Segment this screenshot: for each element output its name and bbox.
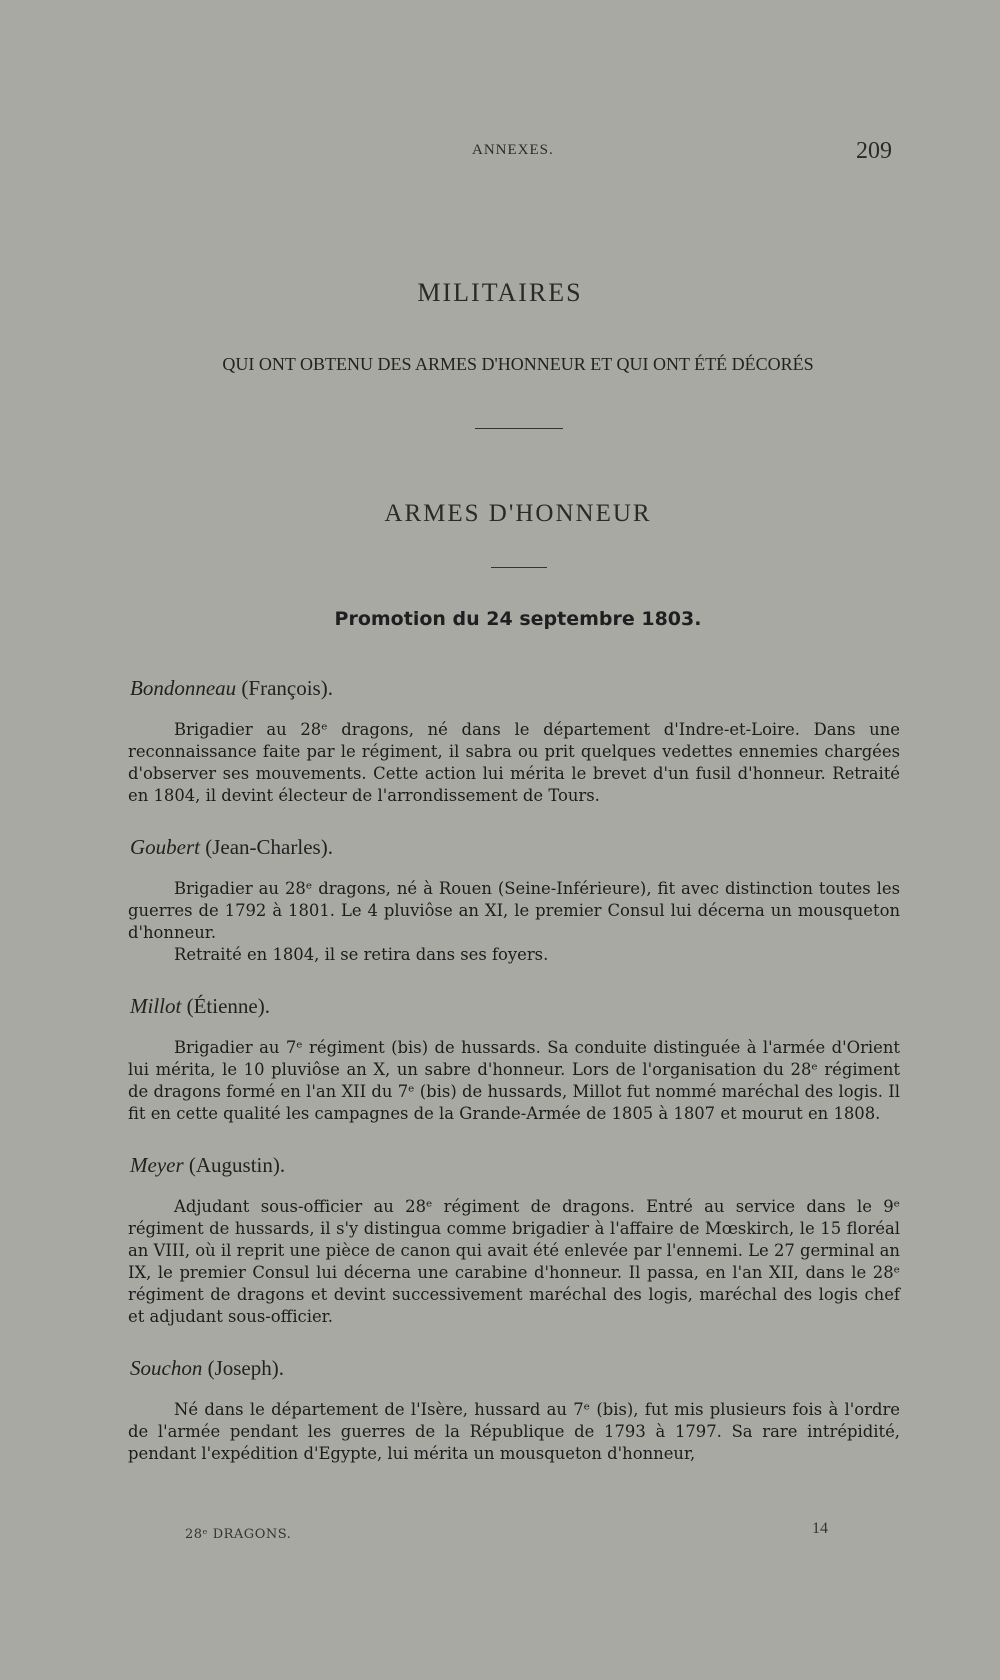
entry-text xyxy=(128,878,900,966)
entry-paragraph: Adjudant sous-officier au 28ᵉ régiment de dragons. Entré au service dans le 9ᵉ régiment de hussards, il s'y distingua comme brigadier à l'affaire de Mœskirch, le 15 floréal an VIII, où il reprit une pièce de canon qui avait été enlevée par l'ennemi. Le 27 germinal an IX, le premier Consul lui décerna une carabine d'honneur. Il passa, en l'an XII, dans le 28ᵉ régiment de dragons et devint successivement maréchal des logis, maréchal des logis chef et adjudant sous-officier. xyxy=(128,1197,900,1326)
divider-rule xyxy=(475,428,563,429)
running-title: ANNEXES. xyxy=(472,142,554,158)
entry-given-name: (Augustin). xyxy=(188,1153,286,1177)
section-title: ARMES D'HONNEUR xyxy=(384,500,652,527)
entry-text xyxy=(128,719,900,807)
entry-text xyxy=(128,1037,900,1125)
entry xyxy=(128,1356,900,1465)
document-subtitle: QUI ONT OBTENU DES ARMES D'HONNEUR ET QUI ONT ÉTÉ DÉCORÉS xyxy=(222,354,814,374)
page-number: 209 xyxy=(856,138,892,164)
entry-text xyxy=(128,1196,900,1328)
entry-paragraph: Brigadier au 7ᵉ régiment (bis) de hussards. Sa conduite distinguée à l'armée d'Orient lui mérita, le 10 pluviôse an X, un sabre d'honneur. Lors de l'organisation du 28ᵉ régiment de dragons formé en l'an XII du 7ᵉ (bis) de hussards, Millot fut nommé maréchal des logis. Il fit en cette qualité les campagnes de la Grande-Armée de 1805 à 1807 et mourut en 1808. xyxy=(128,1038,900,1123)
entry-name xyxy=(130,1356,900,1381)
entry-surname: Souchon xyxy=(130,1356,203,1380)
entry xyxy=(128,676,900,807)
divider-rule xyxy=(491,567,547,568)
running-head xyxy=(0,138,1000,168)
entry xyxy=(128,835,900,966)
entry-surname: Millot xyxy=(130,994,182,1018)
entry-text xyxy=(128,1399,900,1465)
entry-name xyxy=(130,994,900,1019)
entry-surname: Goubert xyxy=(130,835,200,859)
entry-paragraph: Brigadier au 28ᵉ dragons, né à Rouen (Seine-Inférieure), fit avec distinction toutes les guerres de 1792 à 1801. Le 4 pluviôse an XI, le premier Consul lui décerna un mousqueton d'honneur. xyxy=(128,879,900,942)
entry-given-name: (Jean-Charles). xyxy=(205,835,333,859)
entry-surname: Meyer xyxy=(130,1153,184,1177)
entry-paragraph: Né dans le département de l'Isère, hussard au 7ᵉ (bis), fut mis plusieurs fois à l'ordre de l'armée pendant les guerres de la République de 1793 à 1797. Sa rare intrépidité, pendant l'expédition d'Egypte, lui mérita un mousqueton d'honneur, xyxy=(128,1400,900,1463)
footer-sheet-number: 14 xyxy=(812,1520,828,1537)
entry-given-name: (Étienne). xyxy=(186,994,270,1018)
footer-signature: 28ᵉ DRAGONS. xyxy=(185,1527,292,1542)
entry xyxy=(128,994,900,1125)
entry-name xyxy=(130,835,900,860)
promotion-heading: Promotion du 24 septembre 1803. xyxy=(334,608,702,630)
entry-given-name: (François). xyxy=(241,676,333,700)
entry-paragraph: Brigadier au 28ᵉ dragons, né dans le département d'Indre-et-Loire. Dans une reconnaissance faite par le régiment, il sabra ou prit quelques vedettes ennemies chargées d'observer ses mouvements. Cette action lui mérita le brevet d'un fusil d'honneur. Retraité en 1804, il devint électeur de l'arrondissement de Tours. xyxy=(128,720,900,805)
entry-name xyxy=(130,676,900,701)
entry-surname: Bondonneau xyxy=(130,676,237,700)
entry-name xyxy=(130,1153,900,1178)
entry-paragraph: Retraité en 1804, il se retira dans ses foyers. xyxy=(174,945,549,964)
document-title: MILITAIRES xyxy=(417,278,583,307)
entry-given-name: (Joseph). xyxy=(207,1356,284,1380)
entries-list xyxy=(128,676,900,1493)
entry xyxy=(128,1153,900,1328)
